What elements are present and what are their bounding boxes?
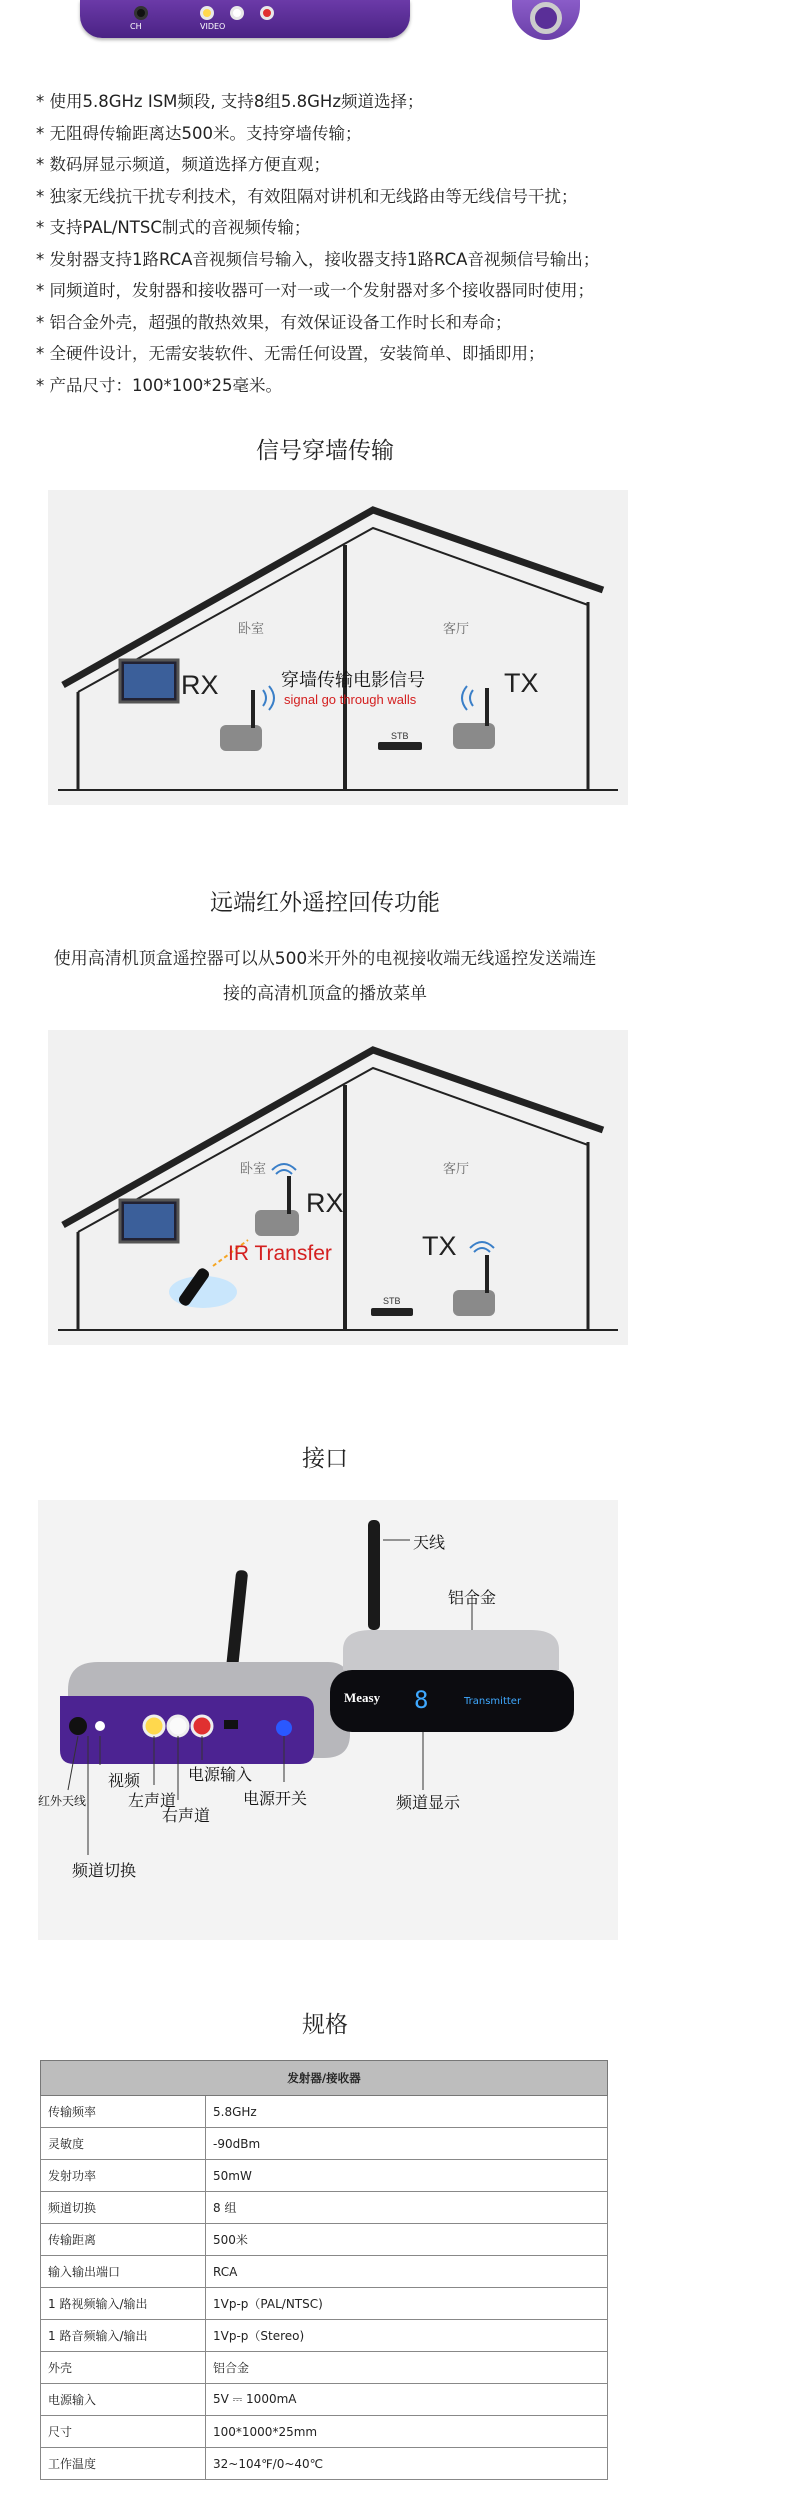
living-room-label: 客厅 (443, 622, 470, 637)
section-title-spec: 规格 (302, 2012, 348, 2038)
table-row (41, 2192, 608, 2224)
rx-label: RX (181, 670, 219, 700)
spec-value: 50mW (206, 2160, 608, 2192)
spec-key: 发射功率 (41, 2160, 206, 2192)
spec-value: 5.8GHz (206, 2096, 608, 2128)
transmitter-antenna (368, 1520, 380, 1630)
house-diagram-ir (48, 1030, 628, 1345)
spec-key: 输入输出端口 (41, 2256, 206, 2288)
spec-value: -90dBm (206, 2128, 608, 2160)
ir-description-line: 接的高清机顶盒的播放菜单 (223, 984, 427, 1004)
spec-table (40, 2060, 608, 2480)
spec-value: 铝合金 (206, 2352, 608, 2384)
power-switch-label: 电源开关 (243, 1789, 308, 1808)
tx-label: TX (422, 1231, 457, 1261)
table-header: 发射器/接收器 (41, 2061, 608, 2096)
spec-value: RCA (206, 2256, 608, 2288)
aluminum-label: 铝合金 (448, 1588, 497, 1607)
feature-list (36, 86, 756, 401)
spec-key: 灵敏度 (41, 2128, 206, 2160)
bedroom-label: 卧室 (240, 1162, 267, 1177)
ch-label: CH (130, 22, 142, 31)
video-label: VIDEO (200, 22, 226, 31)
power-input-label: 电源输入 (188, 1765, 253, 1784)
wall-transfer-subtext: signal go through walls (284, 692, 417, 707)
rx-label: RX (306, 1188, 344, 1218)
power-ring-icon (530, 2, 562, 34)
wall-transfer-text: 穿墙传输电影信号 (281, 670, 425, 691)
device-side-view (512, 0, 580, 40)
spec-key: 1 路音频输入/输出 (41, 2320, 206, 2352)
table-row (41, 2256, 608, 2288)
living-room-label: 客厅 (443, 1162, 470, 1177)
spec-key: 传输频率 (41, 2096, 206, 2128)
table-row (41, 2096, 608, 2128)
ir-description (0, 942, 650, 1012)
feature-item: * 数码屏显示频道，频道选择方便直观； (36, 155, 330, 174)
spec-key: 尺寸 (41, 2416, 206, 2448)
table-row (41, 2352, 608, 2384)
spec-value: 500米 (206, 2224, 608, 2256)
feature-item: * 铝合金外壳，超强的散热效果，有效保证设备工作时长和寿命； (36, 312, 512, 332)
table-row (41, 2160, 608, 2192)
stb-label: STB (383, 1296, 401, 1306)
table-row (41, 2288, 608, 2320)
ir-transfer-label: IR Transfer (228, 1242, 332, 1265)
tx-label: TX (504, 668, 539, 698)
spec-key: 频道切换 (41, 2192, 206, 2224)
receiver-front-panel (80, 0, 410, 38)
spec-key: 1 路视频输入/输出 (41, 2288, 206, 2320)
spec-key: 外壳 (41, 2352, 206, 2384)
table-row (41, 2416, 608, 2448)
feature-item: * 支持PAL/NTSC制式的音视频传输； (36, 218, 311, 237)
spec-value: 100*1000*25mm (206, 2416, 608, 2448)
spec-value: 8 组 (206, 2192, 608, 2224)
bedroom-label: 卧室 (238, 622, 265, 637)
table-row (41, 2320, 608, 2352)
antenna-label: 天线 (413, 1533, 446, 1552)
section-title-wall: 信号穿墙传输 (256, 438, 394, 464)
ir-description-line: 使用高清机顶盒遥控器可以从500米开外的电视接收端无线遥控发送端连 (53, 949, 597, 969)
feature-item: * 发射器支持1路RCA音视频信号输入，接收器支持1路RCA音视频信号输出； (36, 249, 600, 269)
spec-key: 电源输入 (41, 2384, 206, 2416)
spec-value: 1Vp-p（PAL/NTSC) (206, 2288, 608, 2320)
house-outline (48, 490, 628, 805)
spec-value: 1Vp-p（Stereo) (206, 2320, 608, 2352)
channel-display-label: 频道显示 (396, 1793, 461, 1812)
top-product-photo (40, 0, 620, 45)
feature-item: * 产品尺寸：100*100*25毫米。 (36, 375, 282, 395)
section-title-ir: 远端红外遥控回传功能 (210, 890, 440, 916)
table-row (41, 2448, 608, 2480)
brand-logo: Measy (344, 1690, 381, 1705)
spec-value: 5V ⎓ 1000mA (206, 2384, 608, 2416)
video-label: 视频 (108, 1771, 141, 1790)
spec-key: 传输距离 (41, 2224, 206, 2256)
left-channel-label: 左声道 (128, 1791, 177, 1810)
table-row (41, 2384, 608, 2416)
channel-display-digit: 8 (414, 1686, 429, 1714)
feature-item: * 全硬件设计，无需安装软件、无需任何设置，安装简单、即插即用； (36, 344, 545, 363)
spec-value: 32~104℉/0~40℃ (206, 2448, 608, 2480)
feature-item: * 无阻碍传输距离达500米。支持穿墙传输； (36, 123, 362, 143)
interface-photo (38, 1500, 618, 1940)
table-row (41, 2128, 608, 2160)
stb-label: STB (391, 731, 409, 741)
section-title-interface: 接口 (302, 1446, 348, 1472)
right-channel-label: 右声道 (162, 1806, 211, 1825)
feature-item: * 同频道时，发射器和接收器可一对一或一个发射器对多个接收器同时使用； (36, 281, 594, 300)
table-header-row (41, 2061, 608, 2096)
spec-key: 工作温度 (41, 2448, 206, 2480)
transmitter-logo-text: Transmitter (464, 1696, 522, 1707)
table-row (41, 2224, 608, 2256)
channel-switch-label: 频道切换 (72, 1861, 137, 1880)
ir-antenna-label: 红外天线 (38, 1794, 87, 1808)
house-diagram-wall (48, 490, 628, 805)
feature-item: * 独家无线抗干扰专利技术，有效阻隔对讲机和无线路由等无线信号干扰； (36, 186, 578, 206)
feature-item: * 使用5.8GHz ISM频段, 支持8组5.8GHz频道选择； (36, 92, 424, 111)
